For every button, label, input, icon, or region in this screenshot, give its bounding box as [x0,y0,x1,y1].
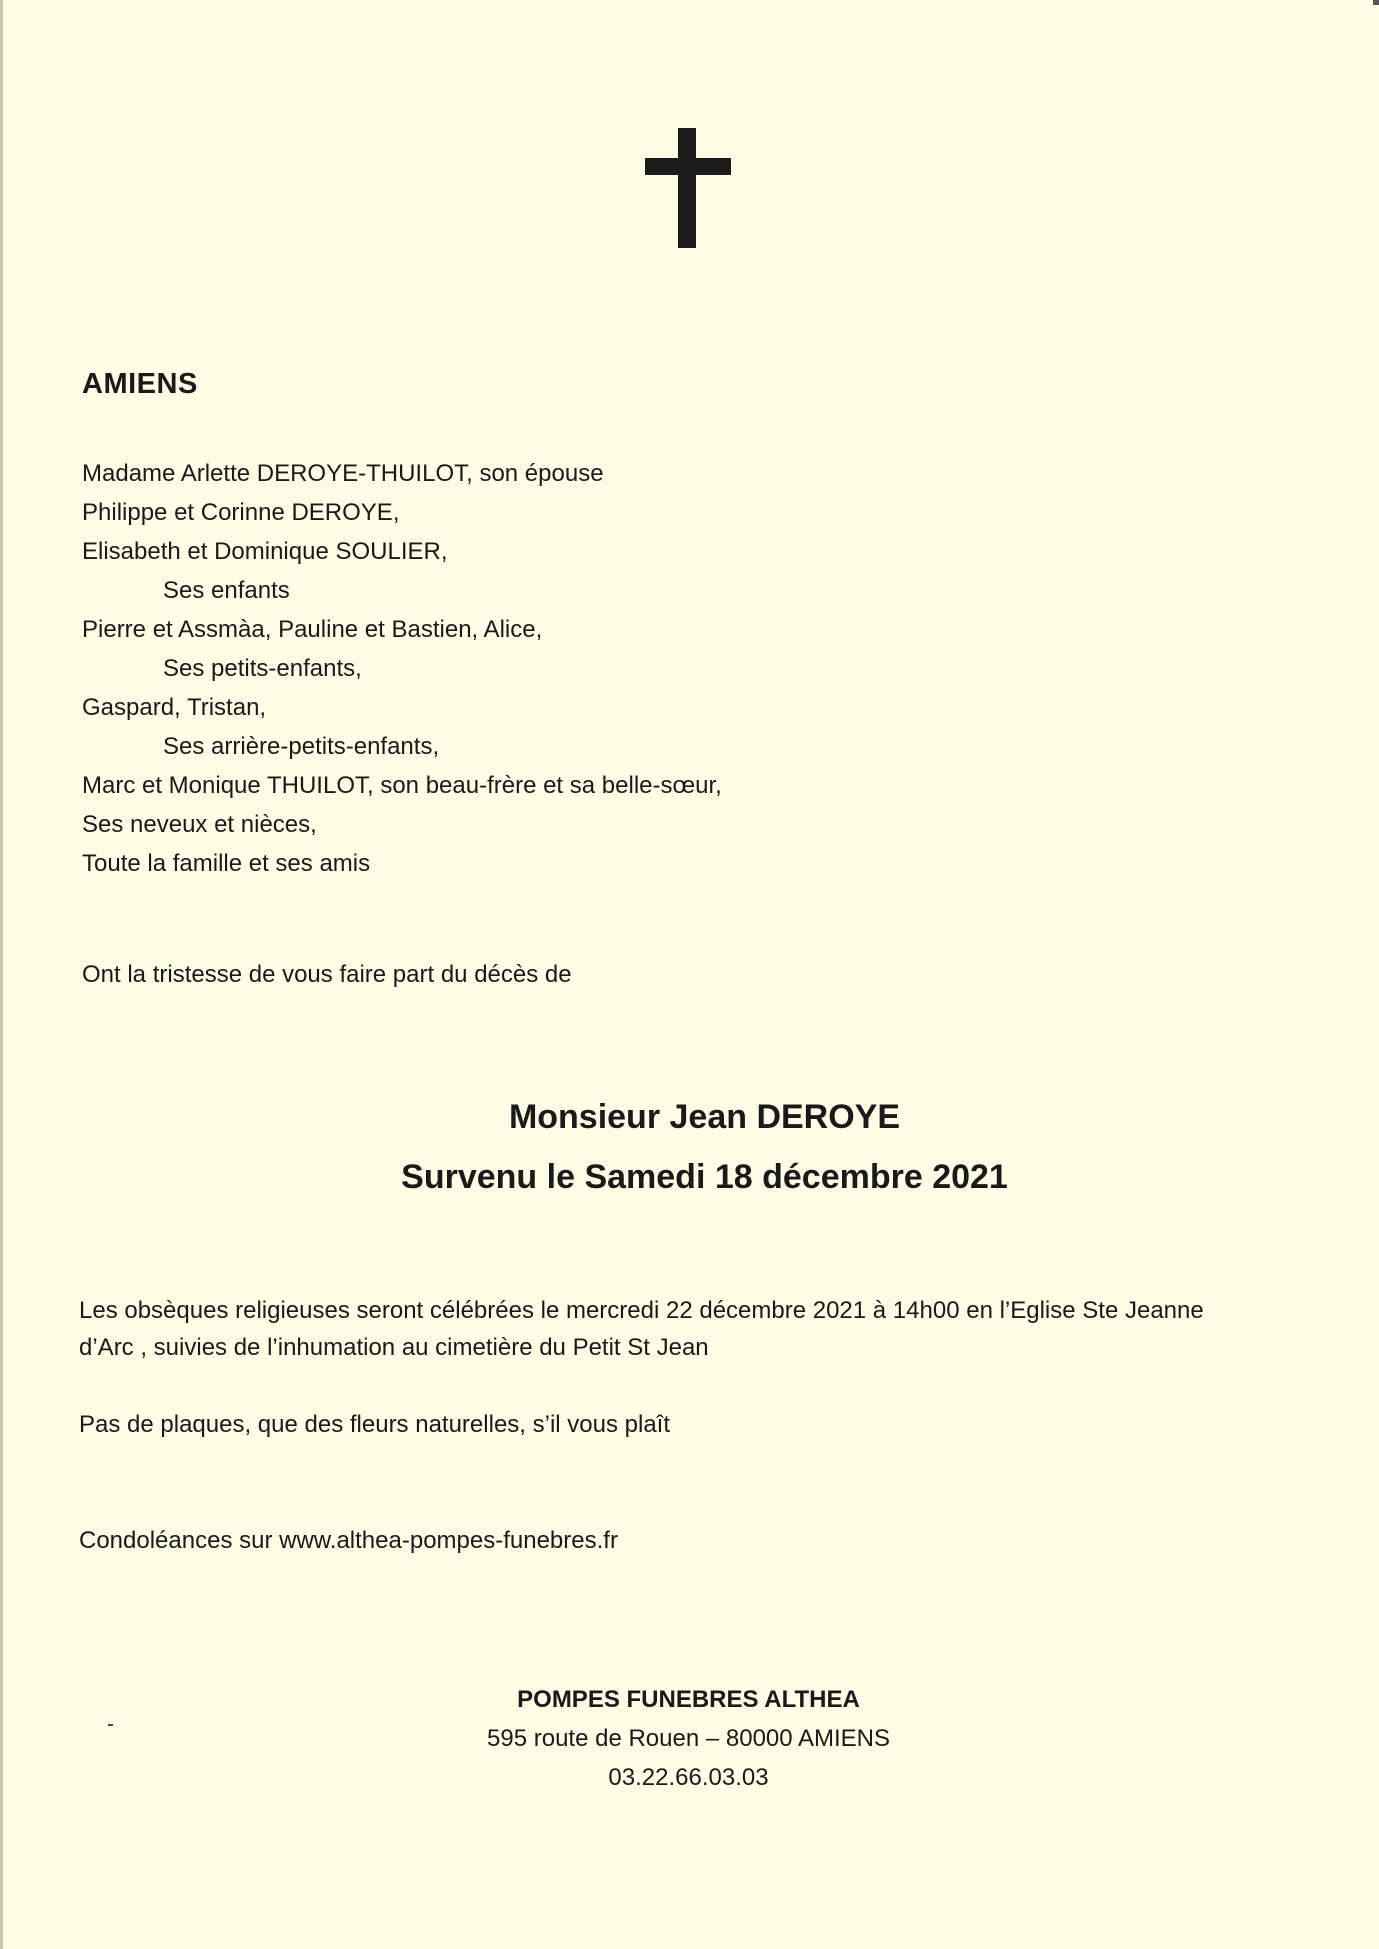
scan-edge [0,0,3,1949]
family-list-item: Gaspard, Tristan, [82,694,267,721]
family-list-item: Pierre et Assmàa, Pauline et Bastien, Alice, [82,616,543,643]
family-list-item: Philippe et Corinne DEROYE, [82,499,400,526]
scan-corner-mark [1373,0,1379,5]
family-list-item: Elisabeth et Dominique SOULIER, [82,538,448,565]
family-list-item: Madame Arlette DEROYE-THUILOT, son épouse [82,460,604,487]
deceased-date: Survenu le Samedi 18 décembre 2021 [401,1158,1008,1196]
family-list-item: Ses petits-enfants, [163,655,362,682]
city-heading: AMIENS [82,368,198,400]
family-list-item: Ses neveux et nièces, [82,811,317,838]
family-list-item: Ses enfants [163,577,290,604]
family-list-item: Toute la famille et ses amis [82,850,371,877]
announcement-text: Ont la tristesse de vous faire part du décès de [82,961,572,988]
family-list-item: Marc et Monique THUILOT, son beau-frère et sa belle-sœur, [82,772,722,799]
family-list [82,454,722,883]
flowers-paragraph: Pas de plaques, que des fleurs naturelles, s’il vous plaît [79,1411,671,1438]
family-list-item: Ses arrière-petits-enfants, [163,733,440,760]
funeral-home-phone: 03.22.66.03.03 [608,1764,769,1791]
funeral-home-address: 595 route de Rouen – 80000 AMIENS [487,1725,890,1752]
deceased-name: Monsieur Jean DEROYE [508,1098,901,1136]
scan-speck [108,1724,113,1726]
condolences-paragraph: Condoléances sur www.althea-pompes-funebres.fr [79,1527,618,1554]
ceremony-paragraph: Les obsèques religieuses seront célébrées le mercredi 22 décembre 2021 à 14h00 en l’Eglise Ste Jeanne d’Arc , suivies de l’inhumation au cimetière du Petit St Jean [79,1297,1204,1361]
latin-cross-icon [645,128,731,248]
funeral-home-name: POMPES FUNEBRES ALTHEA [517,1686,860,1713]
funeral-home-block [0,1680,1379,1797]
